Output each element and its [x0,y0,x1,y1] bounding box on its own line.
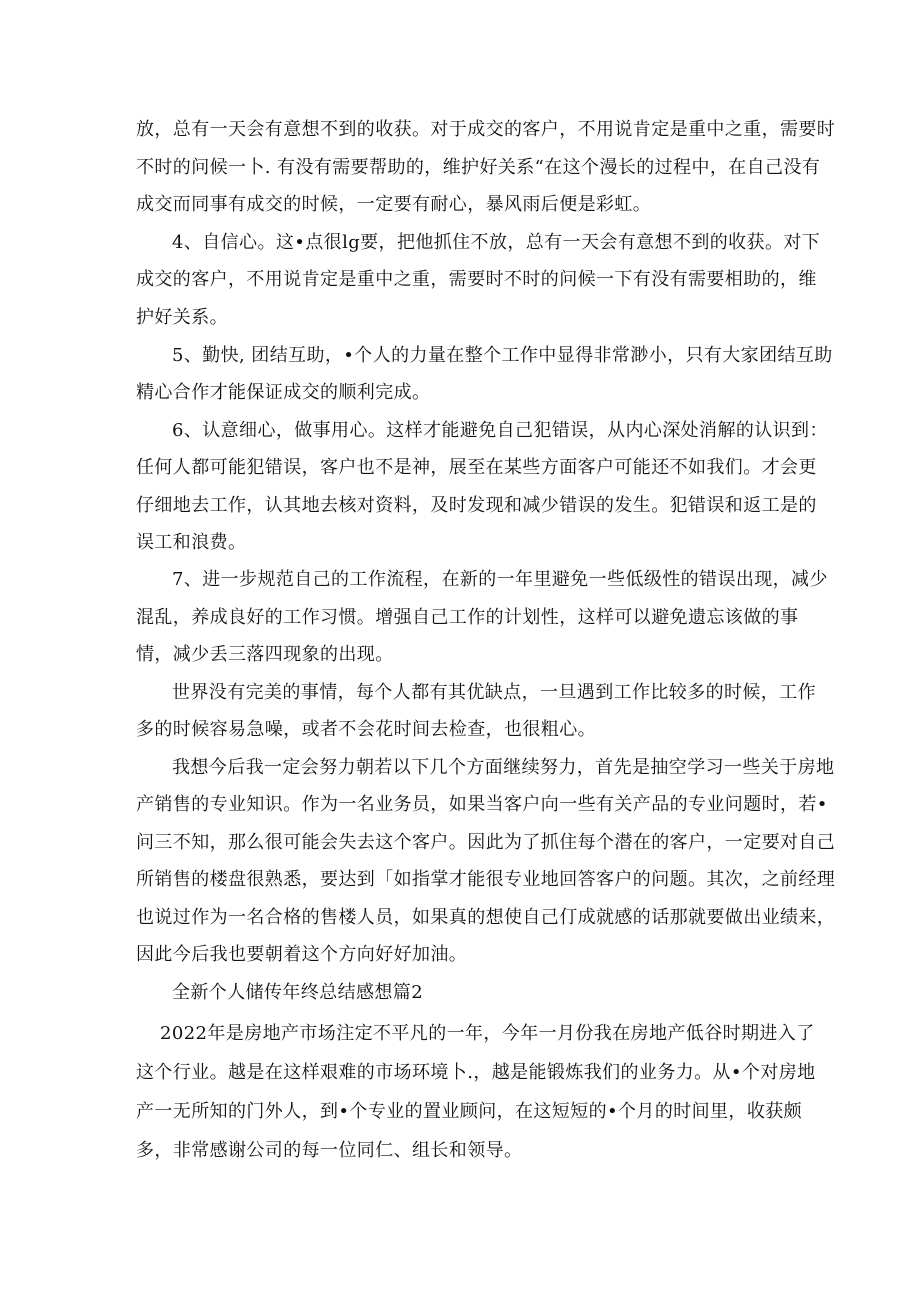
text-line: 因此今后我也要朝着这个方向好好加油。 [136,944,468,965]
text-line: 问三不知，那么很可能会失去这个客户。因此为了抓住每个潜在的客户，一定要对自己 [136,832,836,853]
text-line: 也说过作为一名合格的售楼人员，如果真的想使自己仃成就感的话那就要做出业绩来， [136,907,836,928]
text-line: 误工和浪费。 [136,532,247,553]
text-line: 世界没有完美的事情，每个人都有其优缺点，一旦遇到工作比较多的时候，工作 [172,682,816,703]
text-line: 情，减少丢三落四现象的出现。 [136,644,394,665]
text-line: 所销售的楼盘很熟悉，要达到「如指掌才能很专业地回答客户的问题。其次，之前经理 [136,869,836,890]
text-line: 成交而同事有成交的时候，一定要有耐心，暴风雨后便是彩虹。 [136,194,652,215]
text-line: 不时的问候一卜. 有没有需要帮助的，维护好关系“在这个漫长的过程中，在自己没有 [136,157,821,178]
text-line: 精心合作才能保证成交的顺利完成。 [136,382,431,403]
text-line: 产销售的专业知识。作为一名业务员，如果当客户向一些有关产品的专业问题时，若• [136,794,828,815]
text-line: 任何人都可能犯错误，客户也不是神，展至在某些方面客户可能还不如我们。才会更 [136,457,817,478]
text-line: 7、进一步规范自己的工作流程，在新的一年里避免一些低级性的错误出现，减少 [172,569,828,590]
text-line: 产一无所知的门外人，到•个专业的置业顾问，在这短短的•个月的时间里，收获颇 [136,1101,803,1122]
text-line: 混乱，养成良好的工作习惯。增强自己工作的计划性，这样可以避免遗忘该做的事 [136,607,799,628]
text-line: 这个行业。越是在这样艰难的市场环境卜.，越是能锻炼我们的业务力。从•个对房地 [136,1062,816,1083]
text-line: 我想今后我一定会努力朝若以下几个方面继续努力，首先是抽空学习一些关于房地 [172,757,835,778]
text-line: 多的时候容易急噪，或者不会花时间去检查，也很粗心。 [136,719,596,740]
text-line: 6、认意细心，做事用心。这样才能避免自己犯错误，从内心深处消解的认识到： [172,420,828,441]
text-line: 放，总有一天会有意想不到的收获。对于成交的客户，不用说肯定是重中之重，需要时 [136,119,836,140]
section-heading: 全新个人储传年终总结感想篇2 [172,982,424,1003]
text-line: 2022年是房地产市场注定不平凡的一年，今年一月份我在房地产低谷时期进入了 [160,1023,815,1044]
text-line: 多，非常感谢公司的每一位同仁、组长和领导。 [136,1140,523,1161]
text-line: 4、自信心。这•点很lg要，把他抓住不放，总有一天会有意想不到的收获。对下 [172,232,821,253]
text-line: 成交的客户，不用说肯定是重中之重，需要时不时的问候一下有没有需要相助的，维 [136,269,817,290]
text-line: 5、勤快, 团结互助，•个人的力量在整个工作中显得非常渺小，只有大家团结互助 [172,345,833,366]
text-line: 仔细地去工作，认其地去核对资料，及时发现和减少错误的发生。犯错误和返工是的 [136,495,817,516]
text-line: 护好关系。 [136,307,228,328]
